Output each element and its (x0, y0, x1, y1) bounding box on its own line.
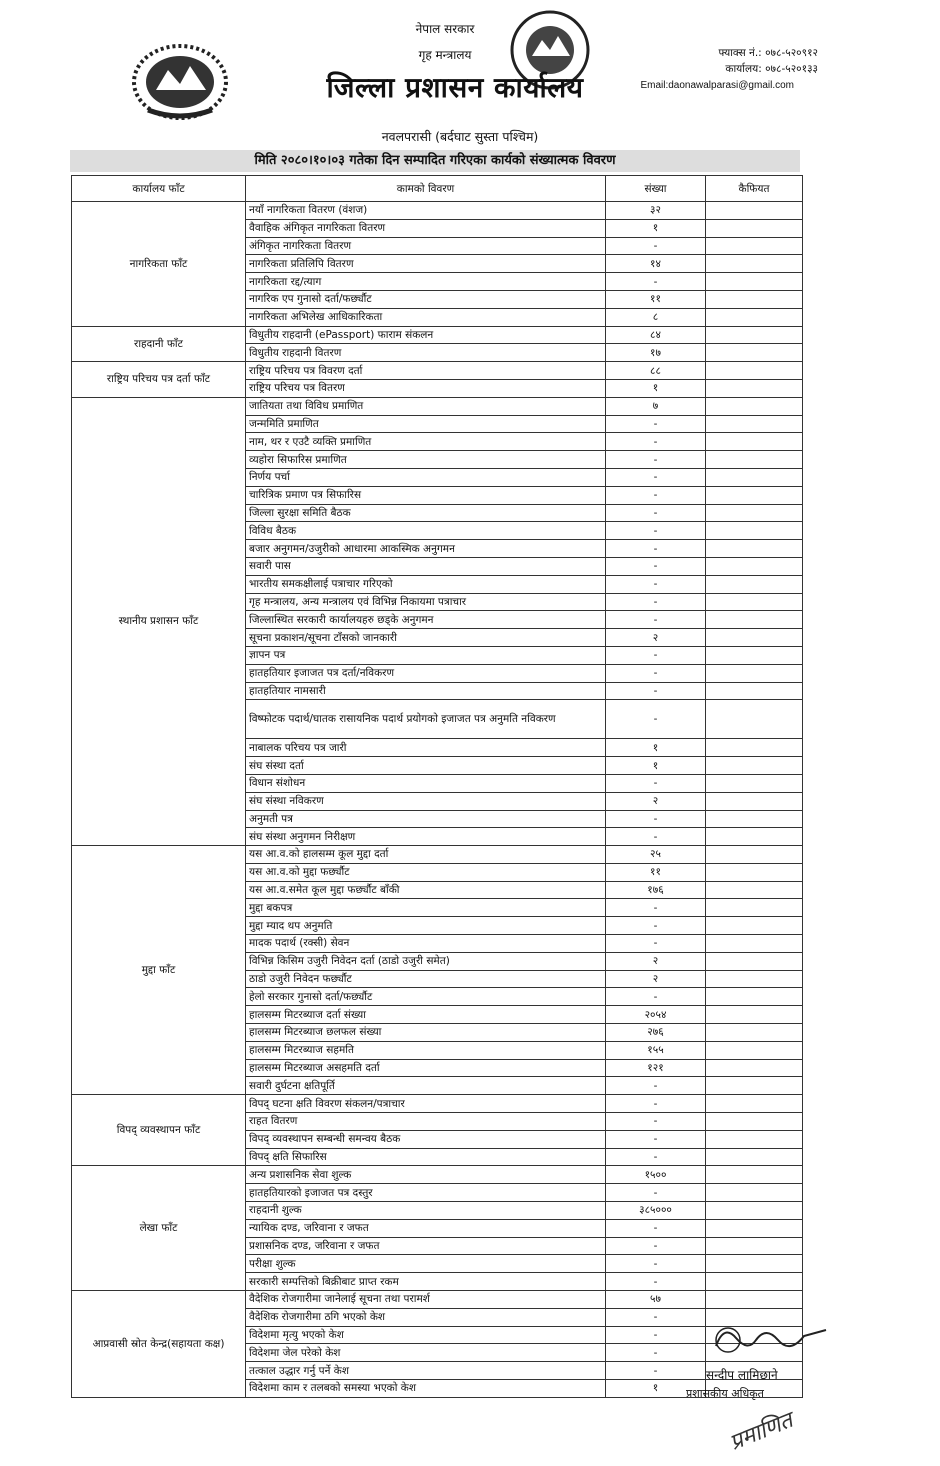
work-description: अनुमती पत्र (246, 810, 606, 828)
work-description: संघ संस्था नविकरण (246, 792, 606, 810)
office-title: जिल्ला प्रशासन कार्यालय (326, 71, 584, 104)
table-row (72, 1291, 803, 1309)
work-count: १७६ (606, 881, 706, 899)
work-count: १७ (606, 344, 706, 362)
remarks-cell (706, 433, 803, 451)
remarks-cell (706, 1255, 803, 1273)
work-description: मुद्दा बकपत्र (246, 899, 606, 917)
work-description: अंगिकृत नागरिकता वितरण (246, 237, 606, 255)
remarks-cell (706, 881, 803, 899)
work-description: यस आ.व.समेत कूल मुद्दा फर्छ्यौट बाँकी (246, 881, 606, 899)
table-header-row (72, 176, 803, 202)
work-description: विदेशमा काम र तलबको समस्या भएको केश (246, 1380, 606, 1398)
work-description: विपद् व्यवस्थापन सम्बन्धी समन्वय बैठक (246, 1130, 606, 1148)
work-description: राष्ट्रिय परिचय पत्र वितरण (246, 379, 606, 397)
work-description: हातहतियारको इजाजत पत्र दस्तुर (246, 1184, 606, 1202)
work-description: मादक पदार्थ (रक्सी) सेवन (246, 935, 606, 953)
work-count: ११ (606, 863, 706, 881)
remarks-cell (706, 1113, 803, 1131)
remarks-cell (706, 646, 803, 664)
remarks-cell (706, 326, 803, 344)
section-name: आप्रवासी स्रोत केन्द्र(सहायता कक्ष) (72, 1291, 246, 1398)
remarks-cell (706, 828, 803, 846)
work-description: गृह मन्त्रालय, अन्य मन्त्रालय एवं विभिन्न निकायमा पत्राचार (246, 593, 606, 611)
work-count: - (606, 917, 706, 935)
work-description: संघ संस्था अनुगमन निरीक्षण (246, 828, 606, 846)
work-count: - (606, 522, 706, 540)
remarks-cell (706, 1059, 803, 1077)
remarks-cell (706, 1273, 803, 1291)
work-count: - (606, 415, 706, 433)
government-label: नेपाल सरकार (415, 22, 475, 36)
work-description: राहत वितरण (246, 1113, 606, 1131)
nepal-emblem-icon (128, 40, 232, 124)
work-description: सरकारी सम्पत्तिको बिक्रीबाट प्राप्त रकम (246, 1273, 606, 1291)
work-description: हालसम्म मिटरब्याज छलफल संख्या (246, 1024, 606, 1042)
work-count: - (606, 1308, 706, 1326)
work-count: - (606, 611, 706, 629)
remarks-cell (706, 557, 803, 575)
remarks-cell (706, 397, 803, 415)
work-count: - (606, 700, 706, 739)
work-count: - (606, 1219, 706, 1237)
work-description: तत्काल उद्धार गर्नु पर्ने केश (246, 1362, 606, 1380)
work-count: ७ (606, 397, 706, 415)
remarks-cell (706, 810, 803, 828)
work-count: - (606, 1113, 706, 1131)
work-description: प्रशासनिक दण्ड, जरिवाना र जफत (246, 1237, 606, 1255)
ministry-label: गृह मन्त्रालय (418, 48, 472, 62)
section-name: राहदानी फाँट (72, 326, 246, 362)
work-count: - (606, 451, 706, 469)
work-description: परीक्षा शुल्क (246, 1255, 606, 1273)
work-description: नागरिकता रद्द/त्याग (246, 273, 606, 291)
work-description: निर्णय पर्चा (246, 468, 606, 486)
work-count: - (606, 1095, 706, 1113)
work-count: १ (606, 219, 706, 237)
remarks-cell (706, 1041, 803, 1059)
work-description: वैदेशिक रोजगारीमा जानेलाई सूचना तथा परामर्श (246, 1291, 606, 1309)
work-description: व्यहोरा सिफारिस प्रमाणित (246, 451, 606, 469)
remarks-cell (706, 255, 803, 273)
remarks-cell (706, 1166, 803, 1184)
table-body (72, 202, 803, 1398)
remarks-cell (706, 468, 803, 486)
section-name: लेखा फाँट (72, 1166, 246, 1291)
work-description: राष्ट्रिय परिचय पत्र विवरण दर्ता (246, 362, 606, 380)
work-description: विधान संशोधन (246, 774, 606, 792)
table-row (72, 202, 803, 220)
work-description: सूचना प्रकाशन/सूचना टाँसको जानकारी (246, 629, 606, 647)
table-row (72, 326, 803, 344)
remarks-cell (706, 202, 803, 220)
remarks-cell (706, 344, 803, 362)
section-name: नागरिकता फाँट (72, 202, 246, 327)
work-description: नाम, थर र एउटै व्यक्ति प्रमाणित (246, 433, 606, 451)
work-count: १ (606, 757, 706, 775)
remarks-cell (706, 415, 803, 433)
work-count: - (606, 646, 706, 664)
section-name: स्थानीय प्रशासन फाँट (72, 397, 246, 845)
work-count: १ (606, 1380, 706, 1398)
work-description: वैदेशिक रोजगारीमा ठगि भएको केश (246, 1308, 606, 1326)
work-description: बजार अनुगमन/उजुरीको आधारमा आकस्मिक अनुगमन (246, 540, 606, 558)
remarks-cell (706, 522, 803, 540)
header-section: कार्यालय फाँट (72, 176, 246, 202)
work-description: विदेशमा जेल परेको केश (246, 1344, 606, 1362)
work-count: - (606, 664, 706, 682)
district-label: नवलपरासी (बर्दघाट सुस्ता पश्चिम) (381, 129, 539, 144)
remarks-cell (706, 629, 803, 647)
work-description: हेलो सरकार गुनासो दर्ता/फर्छ्यौट (246, 988, 606, 1006)
remarks-cell (706, 739, 803, 757)
section-name: राष्ट्रिय परिचय पत्र दर्ता फाँट (72, 362, 246, 398)
remarks-cell (706, 237, 803, 255)
remarks-cell (706, 1006, 803, 1024)
remarks-cell (706, 1024, 803, 1042)
work-description: सवारी दुर्घटना क्षतिपूर्ति (246, 1077, 606, 1095)
remarks-cell (706, 273, 803, 291)
work-description: नागरिकता प्रतिलिपि वितरण (246, 255, 606, 273)
work-count: ११ (606, 290, 706, 308)
remarks-cell (706, 1219, 803, 1237)
remarks-cell (706, 899, 803, 917)
remarks-cell (706, 1130, 803, 1148)
certification-stamp: प्रमाणित (726, 1408, 797, 1456)
remarks-cell (706, 379, 803, 397)
remarks-cell (706, 700, 803, 739)
work-count: - (606, 593, 706, 611)
remarks-cell (706, 792, 803, 810)
fax-number: फ्याक्स नं.: ०७८-५२०९१२ (718, 47, 818, 59)
officer-name: सन्दीप लामिछाने (706, 1368, 778, 1382)
remarks-cell (706, 952, 803, 970)
work-count: २ (606, 629, 706, 647)
office-email: Email:daonawalparasi@gmail.com (640, 80, 794, 91)
remarks-cell (706, 540, 803, 558)
work-count: ३८५००० (606, 1202, 706, 1220)
remarks-cell (706, 486, 803, 504)
work-count: - (606, 237, 706, 255)
work-count: १५५ (606, 1041, 706, 1059)
work-count: २५ (606, 846, 706, 864)
remarks-cell (706, 593, 803, 611)
work-description: यस आ.व.को हालसम्म कूल मुद्दा दर्ता (246, 846, 606, 864)
work-description: वैवाहिक अंगिकृत नागरिकता वितरण (246, 219, 606, 237)
work-count: - (606, 1148, 706, 1166)
work-description: राहदानी शुल्क (246, 1202, 606, 1220)
work-description: विभिन्न किसिम उजुरी निवेदन दर्ता (ठाडो उजुरी समेत) (246, 952, 606, 970)
remarks-cell (706, 451, 803, 469)
work-count: - (606, 540, 706, 558)
work-count: १५०० (606, 1166, 706, 1184)
work-count: - (606, 935, 706, 953)
remarks-cell (706, 1202, 803, 1220)
work-description: संघ संस्था दर्ता (246, 757, 606, 775)
work-description: भारतीय समकक्षीलाई पत्राचार गरिएको (246, 575, 606, 593)
work-description: मुद्दा म्याद थप अनुमति (246, 917, 606, 935)
remarks-cell (706, 1077, 803, 1095)
work-description: जातियता तथा विविध प्रमाणित (246, 397, 606, 415)
remarks-cell (706, 1237, 803, 1255)
work-description: हालसम्म मिटरब्याज सहमति (246, 1041, 606, 1059)
remarks-cell (706, 1095, 803, 1113)
remarks-cell (706, 611, 803, 629)
remarks-cell (706, 917, 803, 935)
work-count: - (606, 1184, 706, 1202)
work-count: - (606, 1326, 706, 1344)
work-count: ८४ (606, 326, 706, 344)
work-count: - (606, 899, 706, 917)
remarks-cell (706, 1184, 803, 1202)
header-count: संख्या (606, 176, 706, 202)
work-description: ज्ञापन पत्र (246, 646, 606, 664)
work-count: - (606, 682, 706, 700)
work-count: २ (606, 970, 706, 988)
work-count: ८८ (606, 362, 706, 380)
header-description: कामको विवरण (246, 176, 606, 202)
work-description: विष्फोटक पदार्थ/घातक रासायनिक पदार्थ प्रयोगको इजाजत पत्र अनुमति नविकरण (246, 700, 606, 739)
work-description: सवारी पास (246, 557, 606, 575)
work-count: - (606, 1077, 706, 1095)
work-count: - (606, 774, 706, 792)
work-count: - (606, 1344, 706, 1362)
remarks-cell (706, 308, 803, 326)
work-count: - (606, 1362, 706, 1380)
header-remarks: कैफियत (706, 176, 803, 202)
work-count: ८ (606, 308, 706, 326)
table-row (72, 846, 803, 864)
work-count: १ (606, 379, 706, 397)
work-count: - (606, 1255, 706, 1273)
work-count: २ (606, 792, 706, 810)
remarks-cell (706, 970, 803, 988)
work-count: - (606, 810, 706, 828)
office-phone: कार्यालय: ०७८-५२०१३३ (725, 63, 818, 75)
remarks-cell (706, 504, 803, 522)
section-name: मुद्दा फाँट (72, 846, 246, 1095)
work-description: हातहतियार नामसारी (246, 682, 606, 700)
work-description: विधुतीय राहदानी वितरण (246, 344, 606, 362)
officer-title: प्रशासकीय अधिकृत (686, 1387, 764, 1400)
remarks-cell (706, 575, 803, 593)
work-count: - (606, 504, 706, 522)
work-description: जन्ममिति प्रमाणित (246, 415, 606, 433)
work-count: - (606, 486, 706, 504)
remarks-cell (706, 988, 803, 1006)
work-description: न्यायिक दण्ड, जरिवाना र जफत (246, 1219, 606, 1237)
work-description: विधुतीय राहदानी (ePassport) फाराम संकलन (246, 326, 606, 344)
work-count: - (606, 828, 706, 846)
work-count: ५७ (606, 1291, 706, 1309)
work-count: - (606, 1273, 706, 1291)
work-count: १२१ (606, 1059, 706, 1077)
signature-scribble (706, 1318, 836, 1358)
work-count: २ (606, 952, 706, 970)
work-description: विपद् क्षति सिफारिस (246, 1148, 606, 1166)
work-description: चारित्रिक प्रमाण पत्र सिफारिस (246, 486, 606, 504)
work-count: - (606, 988, 706, 1006)
remarks-cell (706, 863, 803, 881)
remarks-cell (706, 935, 803, 953)
work-description: नागरिकता अभिलेख आधिकारिकता (246, 308, 606, 326)
work-count: - (606, 557, 706, 575)
work-description: जिल्ला सुरक्षा समिति बैठक (246, 504, 606, 522)
work-count: - (606, 1130, 706, 1148)
work-summary-table (71, 175, 803, 1398)
remarks-cell (706, 682, 803, 700)
table-row (72, 362, 803, 380)
work-count: - (606, 468, 706, 486)
work-description: अन्य प्रशासनिक सेवा शुल्क (246, 1166, 606, 1184)
work-description: हालसम्म मिटरब्याज असहमति दर्ता (246, 1059, 606, 1077)
remarks-cell (706, 1148, 803, 1166)
table-row (72, 397, 803, 415)
work-description: जिल्लास्थित सरकारी कार्यालयहरु छड्के अनुगमन (246, 611, 606, 629)
table-row (72, 1095, 803, 1113)
work-description: नयाँ नागरिकता वितरण (वंशज) (246, 202, 606, 220)
remarks-cell (706, 757, 803, 775)
work-description: विविध बैठक (246, 522, 606, 540)
work-description: हालसम्म मिटरब्याज दर्ता संख्या (246, 1006, 606, 1024)
remarks-cell (706, 846, 803, 864)
work-description: नाबालक परिचय पत्र जारी (246, 739, 606, 757)
work-description: ठाडो उजुरी निवेदन फर्छ्यौट (246, 970, 606, 988)
remarks-cell (706, 664, 803, 682)
work-count: २७६ (606, 1024, 706, 1042)
remarks-cell (706, 362, 803, 380)
work-count: १४ (606, 255, 706, 273)
work-description: यस आ.व.को मुद्दा फर्छ्यौट (246, 863, 606, 881)
remarks-cell (706, 219, 803, 237)
remarks-cell (706, 290, 803, 308)
work-description: विदेशमा मृत्यु भएको केश (246, 1326, 606, 1344)
table-row (72, 1166, 803, 1184)
work-count: ३२ (606, 202, 706, 220)
work-description: हातहतियार इजाजत पत्र दर्ता/नविकरण (246, 664, 606, 682)
work-count: - (606, 575, 706, 593)
work-count: - (606, 433, 706, 451)
work-description: विपद् घटना क्षति विवरण संकलन/पत्राचार (246, 1095, 606, 1113)
work-count: १ (606, 739, 706, 757)
work-count: २०५४ (606, 1006, 706, 1024)
section-name: विपद् व्यवस्थापन फाँट (72, 1095, 246, 1166)
work-count: - (606, 1237, 706, 1255)
remarks-cell (706, 1291, 803, 1309)
work-description: नागरिक एप गुनासो दर्ता/फर्छ्यौट (246, 290, 606, 308)
work-count: - (606, 273, 706, 291)
remarks-cell (706, 774, 803, 792)
report-title: मिति २०८०।१०।०३ गतेका दिन सम्पादित गरिएका कार्यको संख्यात्मक विवरण (70, 150, 800, 172)
